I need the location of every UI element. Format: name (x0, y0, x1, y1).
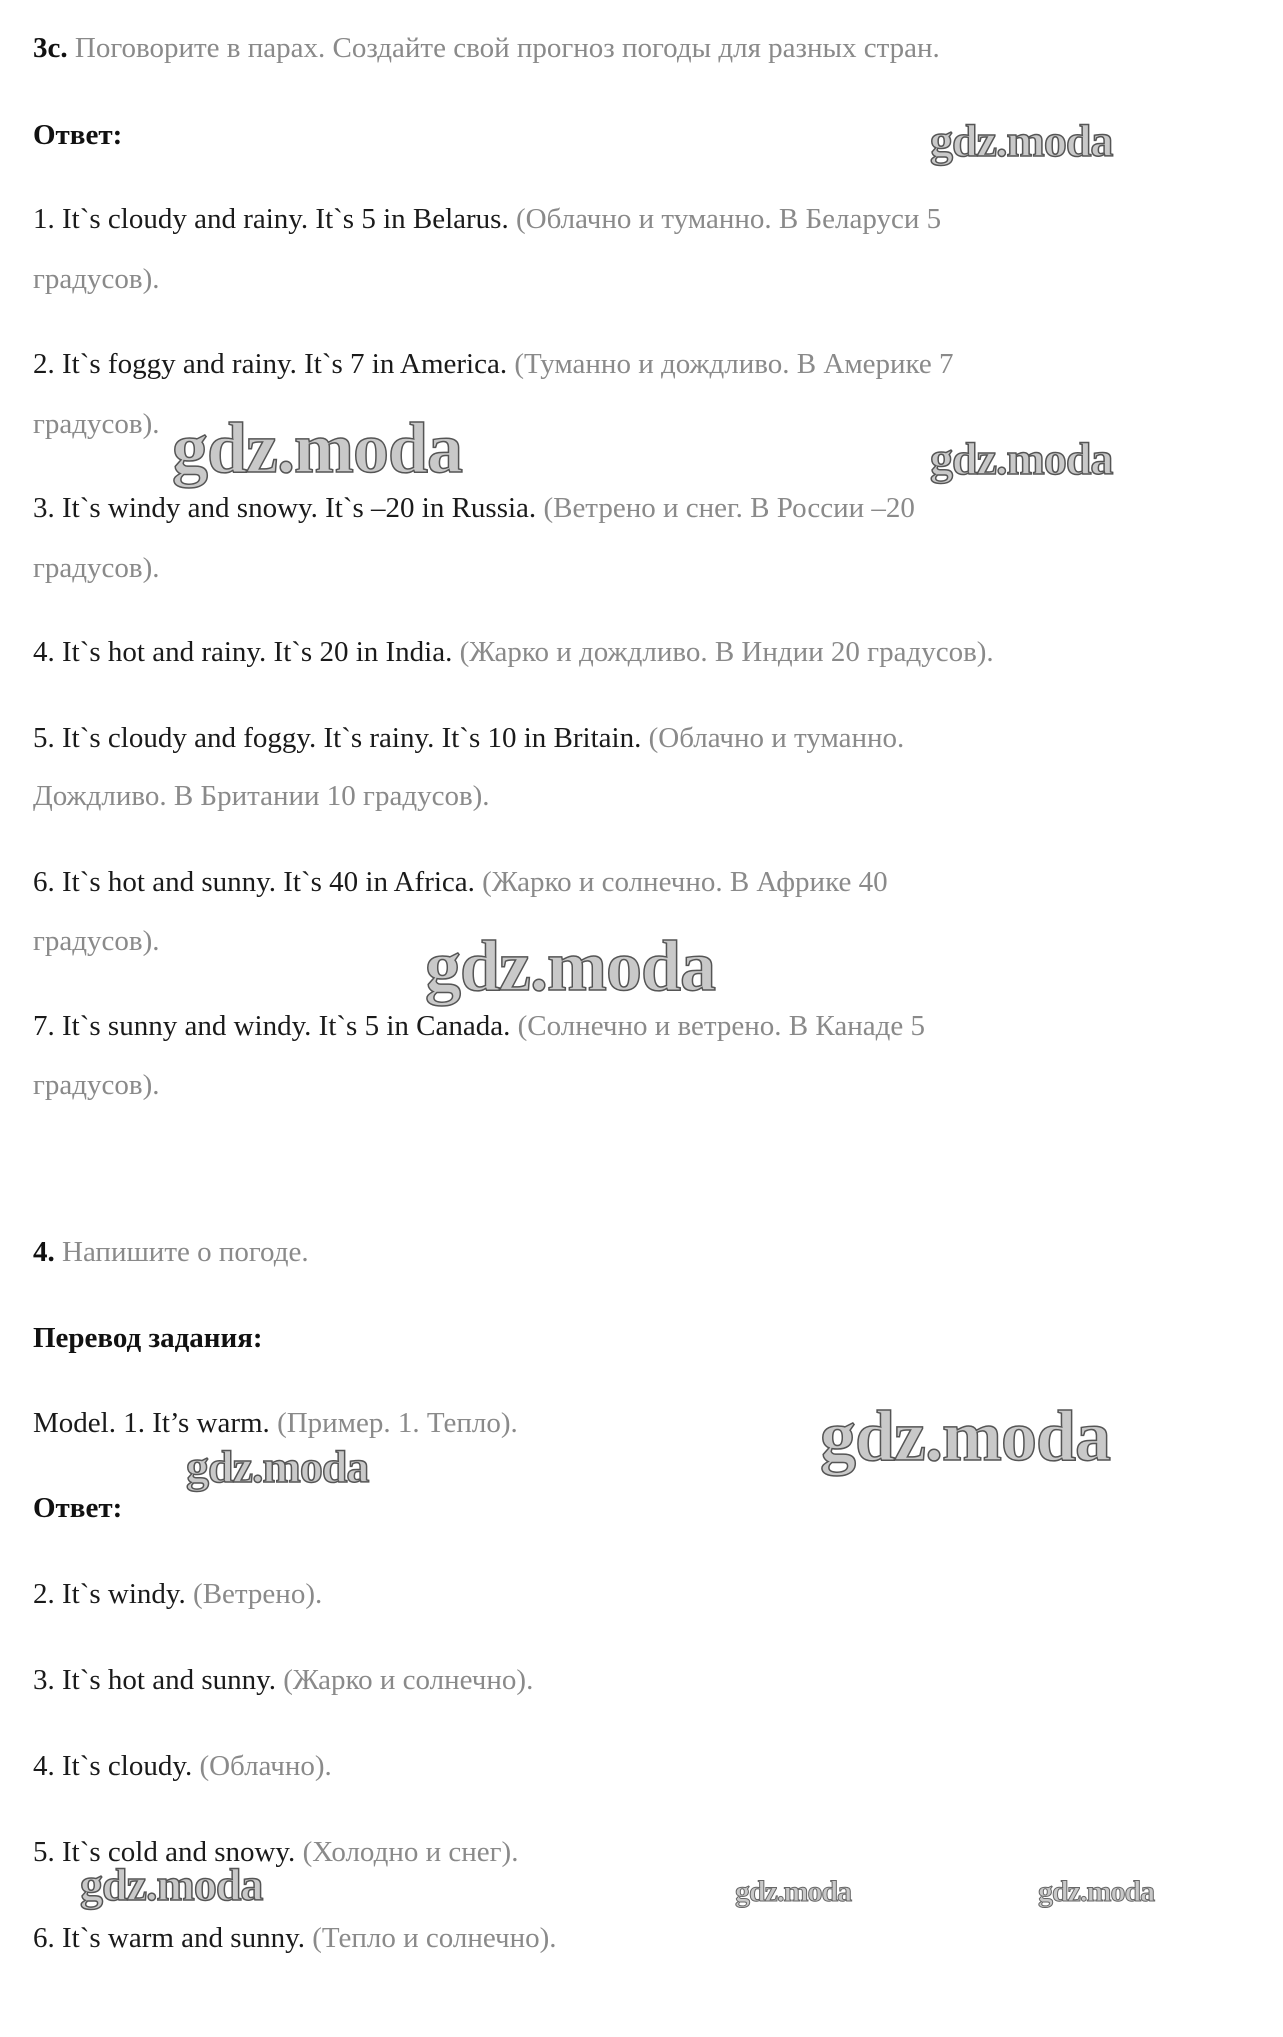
answer-item (33, 720, 904, 756)
answer-translation-cont: градусов). (33, 552, 160, 584)
translation-label: Перевод задания: (33, 1322, 263, 1354)
answer-english: 4. It`s cloudy. (33, 1750, 193, 1782)
answer-translation: (Солнечно и ветрено. В Канаде 5 (517, 1010, 925, 1042)
task-text: Напишите о погоде. (62, 1236, 309, 1268)
answer-english: 1. It`s cloudy and rainy. It`s 5 in Belarus. (33, 203, 509, 235)
answer-item (33, 346, 954, 382)
answer-english: 2. It`s foggy and rainy. It`s 7 in America. (33, 348, 508, 380)
answer-translation: (Ветрено и снег. В России –20 (543, 492, 915, 524)
answer-item (33, 1748, 332, 1784)
watermark-logo: gdz.moda (80, 1859, 263, 1910)
model-english: Model. 1. It’s warm. (33, 1407, 270, 1439)
answer-label: Ответ: (33, 1492, 123, 1524)
answer-translation: (Туманно и дождливо. В Америке 7 (514, 348, 954, 380)
answer-item (33, 1662, 533, 1698)
answer-english: 5. It`s cold and snowy. (33, 1836, 296, 1868)
task-3c-heading (33, 30, 940, 66)
watermark-logo: gdz.moda (172, 408, 463, 488)
answer-item (33, 1920, 557, 1956)
watermark-logo: gdz.moda (820, 1396, 1111, 1476)
answer-item (33, 490, 915, 526)
answer-translation: (Холодно и снег). (302, 1836, 519, 1868)
answer-translation: (Ветрено). (193, 1578, 323, 1610)
answer-translation: (Жарко и дождливо. В Индии 20 градусов). (459, 636, 994, 668)
task-number: 3c. (33, 32, 68, 64)
watermark-logo: gdz.moda (930, 115, 1113, 166)
answer-english: 6. It`s warm and sunny. (33, 1922, 305, 1954)
answer-item (33, 1008, 925, 1044)
answer-english: 4. It`s hot and rainy. It`s 20 in India. (33, 636, 453, 668)
model-line (33, 1405, 518, 1441)
answer-translation: (Облачно и туманно. (648, 722, 905, 754)
answer-item (33, 634, 994, 670)
answer-translation: (Облачно и туманно. В Беларуси 5 (515, 203, 942, 235)
answer-english: 3. It`s windy and snowy. It`s –20 in Russia. (33, 492, 537, 524)
answer-translation: (Тепло и солнечно). (312, 1922, 557, 1954)
answer-translation-cont: градусов). (33, 263, 160, 295)
answer-english: 5. It`s cloudy and foggy. It`s rainy. It`s 10 in Britain. (33, 722, 642, 754)
watermark-logo: gdz.moda (735, 1875, 852, 1908)
answer-english: 6. It`s hot and sunny. It`s 40 in Africa. (33, 866, 475, 898)
answer-translation-cont: Дождливо. В Британии 10 градусов). (33, 780, 490, 812)
answer-item (33, 864, 888, 900)
answer-english: 7. It`s sunny and windy. It`s 5 in Canada. (33, 1010, 511, 1042)
model-translation: (Пример. 1. Тепло). (277, 1407, 518, 1439)
task-number: 4. (33, 1236, 55, 1268)
answer-translation: (Жарко и солнечно). (283, 1664, 534, 1696)
task-text: Поговорите в парах. Создайте свой прогноз погоды для разных стран. (74, 32, 940, 64)
answer-item (33, 1576, 322, 1612)
watermark-logo: gdz.moda (186, 1441, 369, 1492)
answer-item (33, 201, 941, 237)
watermark-logo: gdz.moda (930, 433, 1113, 484)
watermark-logo: gdz.moda (1038, 1875, 1155, 1908)
answer-translation-cont: градусов). (33, 925, 160, 957)
task-4-heading (33, 1234, 309, 1270)
watermark-logo: gdz.moda (425, 926, 716, 1006)
answer-english: 3. It`s hot and sunny. (33, 1664, 276, 1696)
answer-translation: (Облачно). (199, 1750, 332, 1782)
answer-translation-cont: градусов). (33, 408, 160, 440)
answer-english: 2. It`s windy. (33, 1578, 186, 1610)
answer-translation-cont: градусов). (33, 1069, 160, 1101)
answer-label: Ответ: (33, 119, 123, 151)
answer-translation: (Жарко и солнечно. В Африке 40 (482, 866, 888, 898)
